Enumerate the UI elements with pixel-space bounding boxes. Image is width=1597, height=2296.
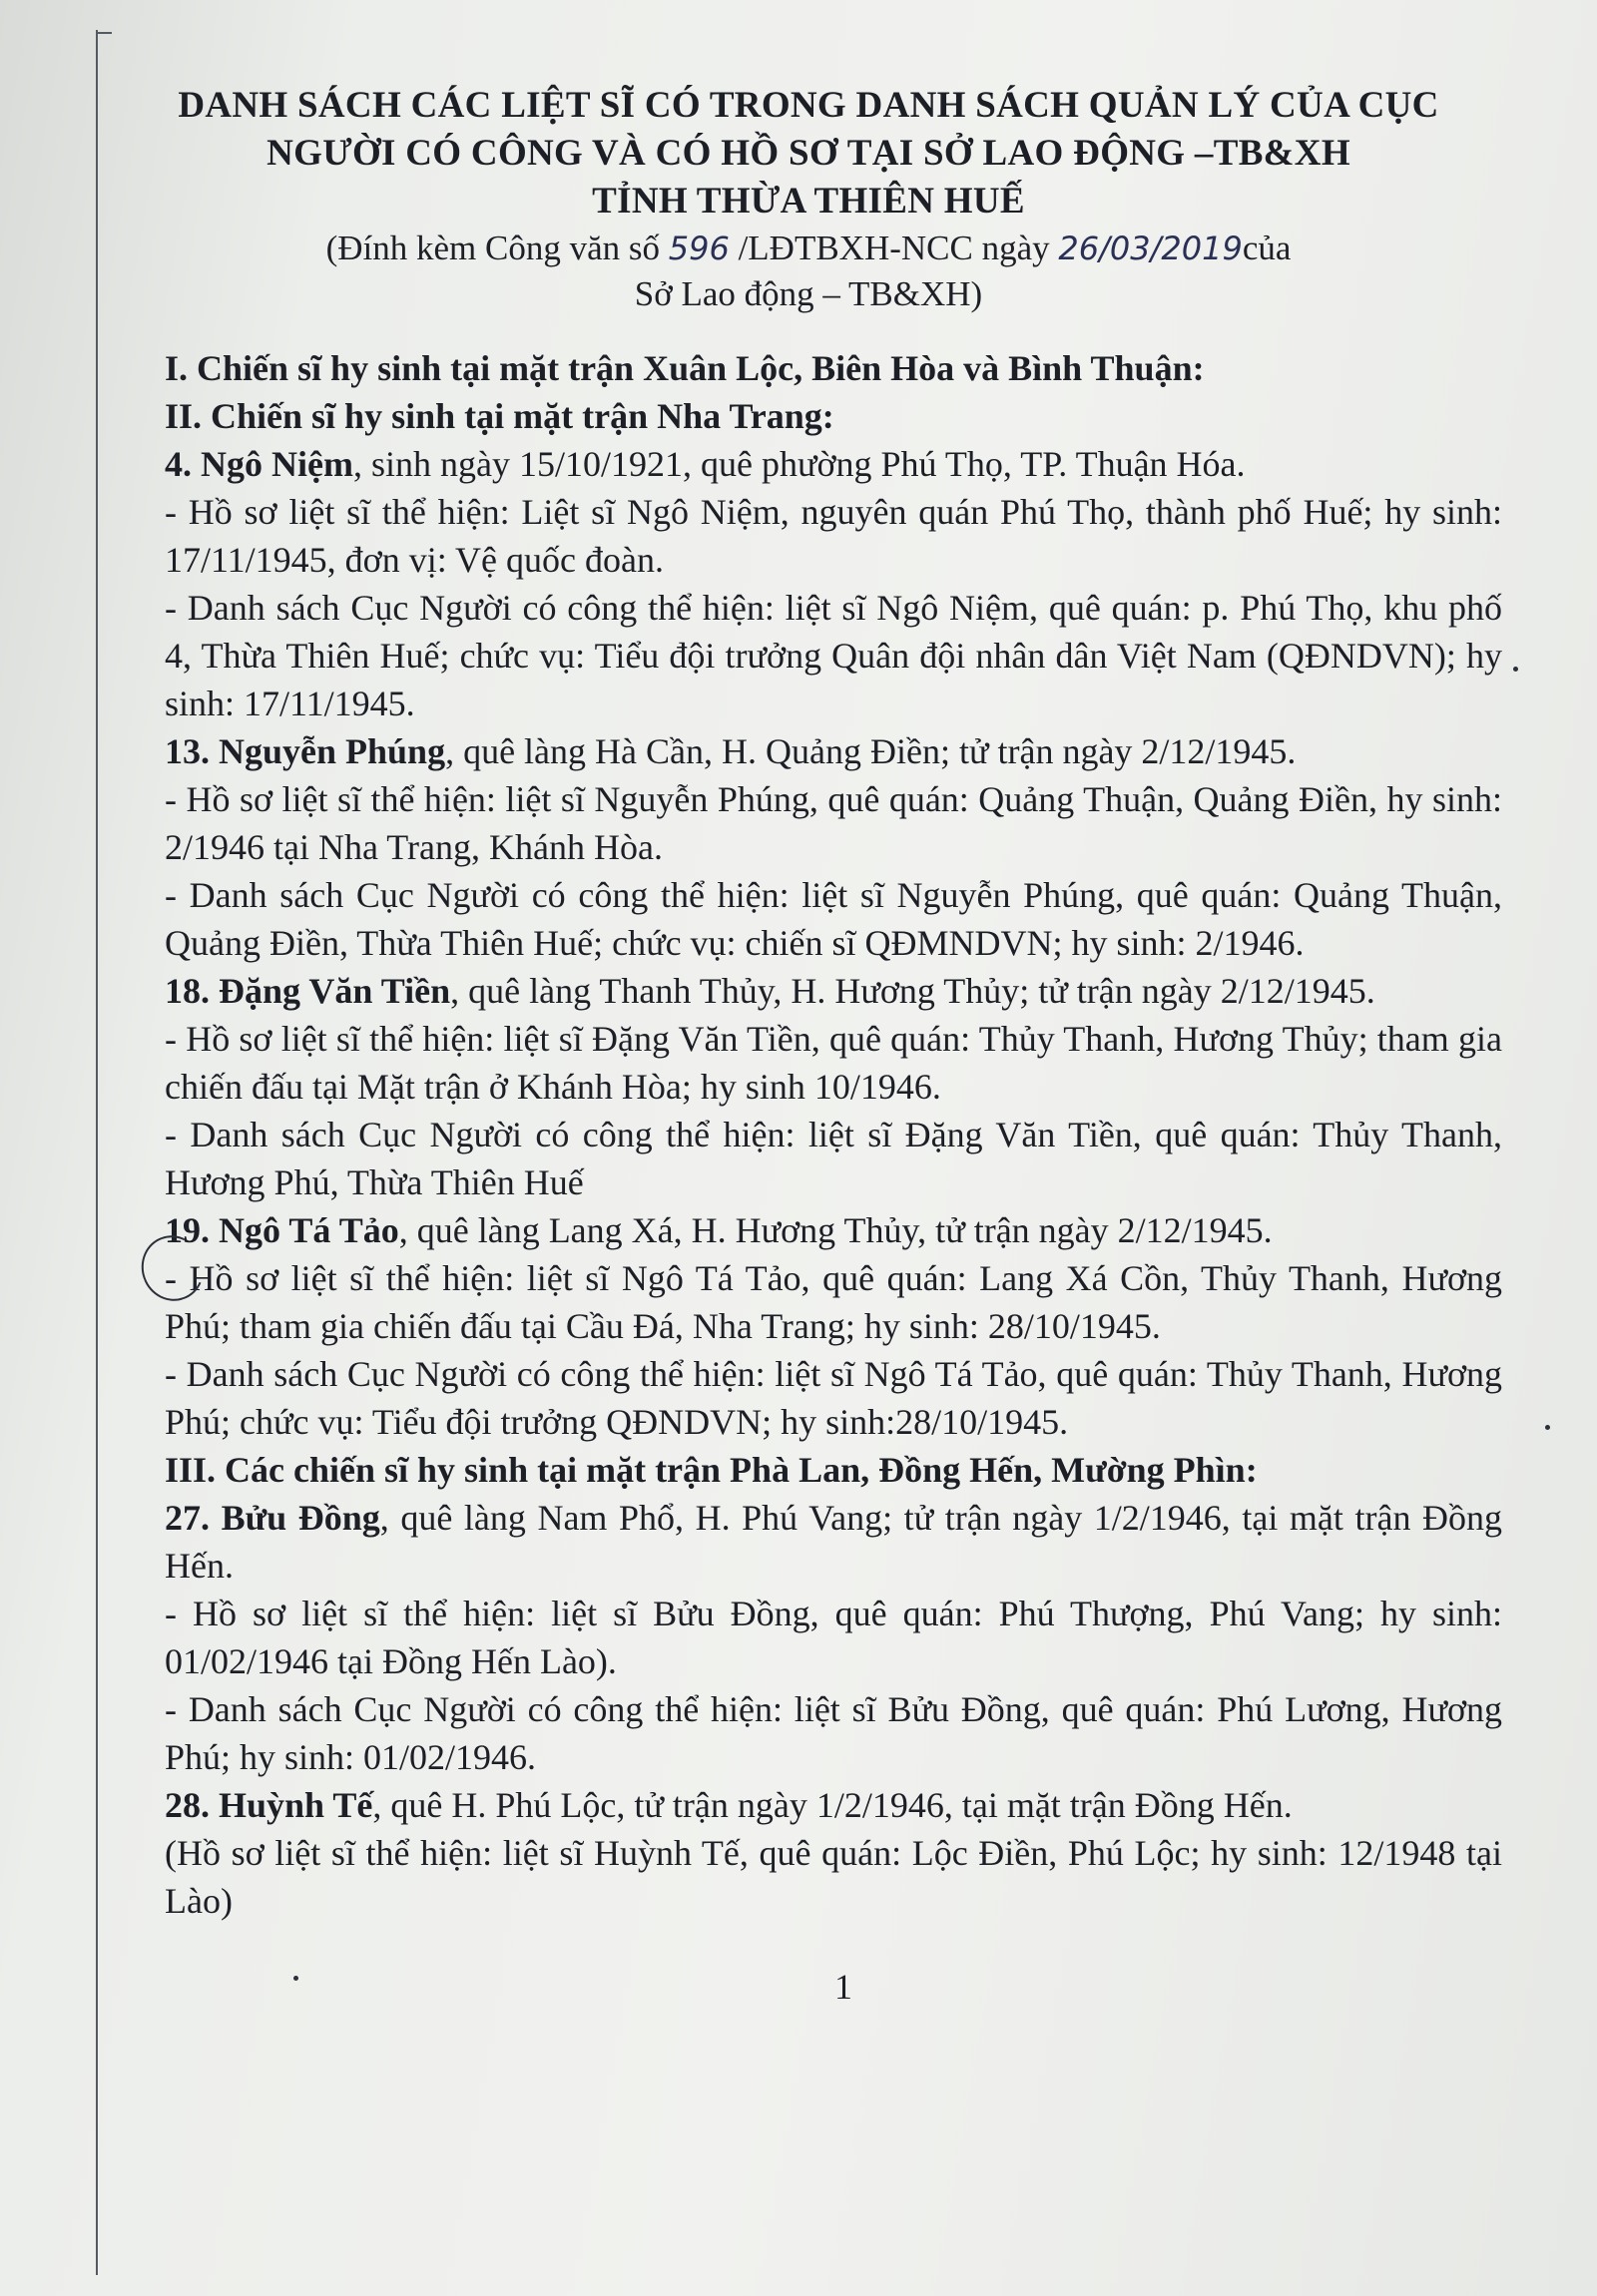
section-heading-2: II. Chiến sĩ hy sinh tại mặt trận Nha Trang:: [165, 396, 834, 436]
handwritten-doc-number: 596: [668, 230, 730, 267]
entry-name: 4. Ngô Niệm: [165, 444, 353, 484]
entry-dang-van-tien: [165, 967, 1502, 1206]
entry-name: 28. Huỳnh Tế: [165, 1785, 373, 1825]
attachment-issuer: Sở Lao động – TB&XH): [634, 274, 983, 313]
entry-list-line: - Danh sách Cục Người có công thể hiện: liệt sĩ Nguyễn Phúng, quê quán: Quảng Thuận, Quảng Điền, Thừa Thiên Huế; chức vụ: chiến sĩ QĐMNDVN; hy sinh: 2/1946.: [165, 875, 1502, 963]
entry-huynh-te: [165, 1781, 1502, 1925]
attachment-suffix: của: [1242, 229, 1292, 267]
attachment-prefix: (Đính kèm Công văn số: [325, 229, 669, 267]
entry-nguyen-phung: [165, 727, 1502, 967]
attachment-middle: /LĐTBXH-NCC ngày: [729, 229, 1059, 267]
handwritten-doc-date: 26/03/2019: [1058, 230, 1243, 267]
entry-list-line: - Danh sách Cục Người có công thể hiện: liệt sĩ Ngô Niệm, quê quán: p. Phú Thọ, khu phố 4, Thừa Thiên Huế; chức vụ: Tiểu đội trưởng Quân đội nhân dân Việt Nam (QĐNDVN); hy sinh: 17/11/1945.: [165, 588, 1502, 723]
ink-dot-mark: [293, 1976, 298, 1981]
entry-summary: , sinh ngày 15/10/1921, quê phường Phú Thọ, TP. Thuận Hóa.: [352, 444, 1246, 484]
ink-dot-mark: [1545, 1425, 1550, 1430]
entry-name: 19. Ngô Tá Tảo: [165, 1210, 399, 1250]
entry-heading: [165, 1781, 1502, 1829]
title-line-2: NGƯỜI CÓ CÔNG VÀ CÓ HỒ SƠ TẠI SỞ LAO ĐỘNG –TB&XH: [266, 133, 1350, 174]
entry-summary: , quê làng Nam Phổ, H. Phú Vang; tử trận ngày 1/2/1946, tại mặt trận Đồng Hến.: [165, 1498, 1503, 1586]
page-edge-tick: [98, 32, 112, 34]
title-line-3: TỈNH THỪA THIÊN HUẾ: [592, 181, 1025, 222]
entry-name: 13. Nguyễn Phúng: [165, 731, 446, 771]
entry-record-line: - Hồ sơ liệt sĩ thể hiện: liệt sĩ Nguyễn Phúng, quê quán: Quảng Thuận, Quảng Điền, hy sinh: 2/1946 tại Nha Trang, Khánh Hòa.: [165, 779, 1502, 867]
entry-ngo-niem: [165, 440, 1502, 727]
entry-list-line: - Danh sách Cục Người có công thể hiện: liệt sĩ Ngô Tá Tảo, quê quán: Thủy Thanh, Hương Phú; chức vụ: Tiểu đội trưởng QĐNDVN; hy sinh:28/10/1945.: [165, 1354, 1502, 1442]
entry-list-line: - Danh sách Cục Người có công thể hiện: liệt sĩ Bửu Đồng, quê quán: Phú Lương, Hương Phú; hy sinh: 01/02/1946.: [165, 1689, 1502, 1777]
entry-heading: [165, 727, 1502, 775]
entry-record-line: (Hồ sơ liệt sĩ thể hiện: liệt sĩ Huỳnh Tế, quê quán: Lộc Điền, Phú Lộc; hy sinh: 12/1948 tại Lào): [165, 1833, 1502, 1921]
section-heading-1: I. Chiến sĩ hy sinh tại mặt trận Xuân Lộc, Biên Hòa và Bình Thuận:: [165, 348, 1205, 388]
entry-name: 18. Đặng Văn Tiền: [165, 971, 451, 1011]
entry-summary: , quê làng Lang Xá, H. Hương Thủy, tử trận ngày 2/12/1945.: [398, 1210, 1273, 1250]
document-body: [165, 344, 1502, 1925]
entry-record-line: - Hồ sơ liệt sĩ thể hiện: liệt sĩ Đặng Văn Tiền, quê quán: Thủy Thanh, Hương Thủy; tham gia chiến đấu tại Mặt trận ở Khánh Hòa; hy sinh 10/1946.: [165, 1019, 1502, 1107]
title-line-1: DANH SÁCH CÁC LIỆT SĨ CÓ TRONG DANH SÁCH QUẢN LÝ CỦA CỤC: [178, 85, 1439, 126]
entry-record-line: - Hồ sơ liệt sĩ thể hiện: Liệt sĩ Ngô Niệm, nguyên quán Phú Thọ, thành phố Huế; hy sinh: 17/11/1945, đơn vị: Vệ quốc đoàn.: [165, 492, 1502, 580]
entry-heading: [165, 440, 1502, 488]
entry-record-line: - Hồ sơ liệt sĩ thể hiện: liệt sĩ Ngô Tá Tảo, quê quán: Lang Xá Cồn, Thủy Thanh, Hương Phú; tham gia chiến đấu tại Cầu Đá, Nha Trang; hy sinh: 28/10/1945.: [165, 1258, 1502, 1346]
document-header: [160, 82, 1457, 317]
entry-list-line: - Danh sách Cục Người có công thể hiện: liệt sĩ Đặng Văn Tiền, quê quán: Thủy Thanh, Hương Phú, Thừa Thiên Huế: [165, 1115, 1502, 1202]
entry-summary: , quê làng Hà Cần, H. Quảng Điền; tử trận ngày 2/12/1945.: [445, 731, 1297, 771]
entry-summary: , quê H. Phú Lộc, tử trận ngày 1/2/1946, tại mặt trận Đồng Hến.: [372, 1785, 1293, 1825]
attachment-note: [160, 226, 1457, 271]
entry-buu-dong: [165, 1494, 1502, 1781]
entry-heading: [165, 1494, 1502, 1590]
page-number: 1: [834, 1967, 852, 2007]
section-heading-3: III. Các chiến sĩ hy sinh tại mặt trận Phà Lan, Đồng Hến, Mường Phìn:: [165, 1450, 1258, 1490]
entry-summary: , quê làng Thanh Thủy, H. Hương Thủy; tử trận ngày 2/12/1945.: [450, 971, 1375, 1011]
entry-heading: [165, 1206, 1502, 1254]
entry-name: 27. Bửu Đồng: [165, 1498, 380, 1538]
page-edge-line: [96, 30, 98, 2275]
ink-dot-mark: [1513, 667, 1518, 672]
entry-heading: [165, 967, 1502, 1015]
entry-record-line: - Hồ sơ liệt sĩ thể hiện: liệt sĩ Bửu Đồng, quê quán: Phú Thượng, Phú Vang; hy sinh: 01/02/1946 tại Đồng Hến Lào).: [165, 1594, 1502, 1681]
entry-ngo-ta-tao: [165, 1206, 1502, 1446]
